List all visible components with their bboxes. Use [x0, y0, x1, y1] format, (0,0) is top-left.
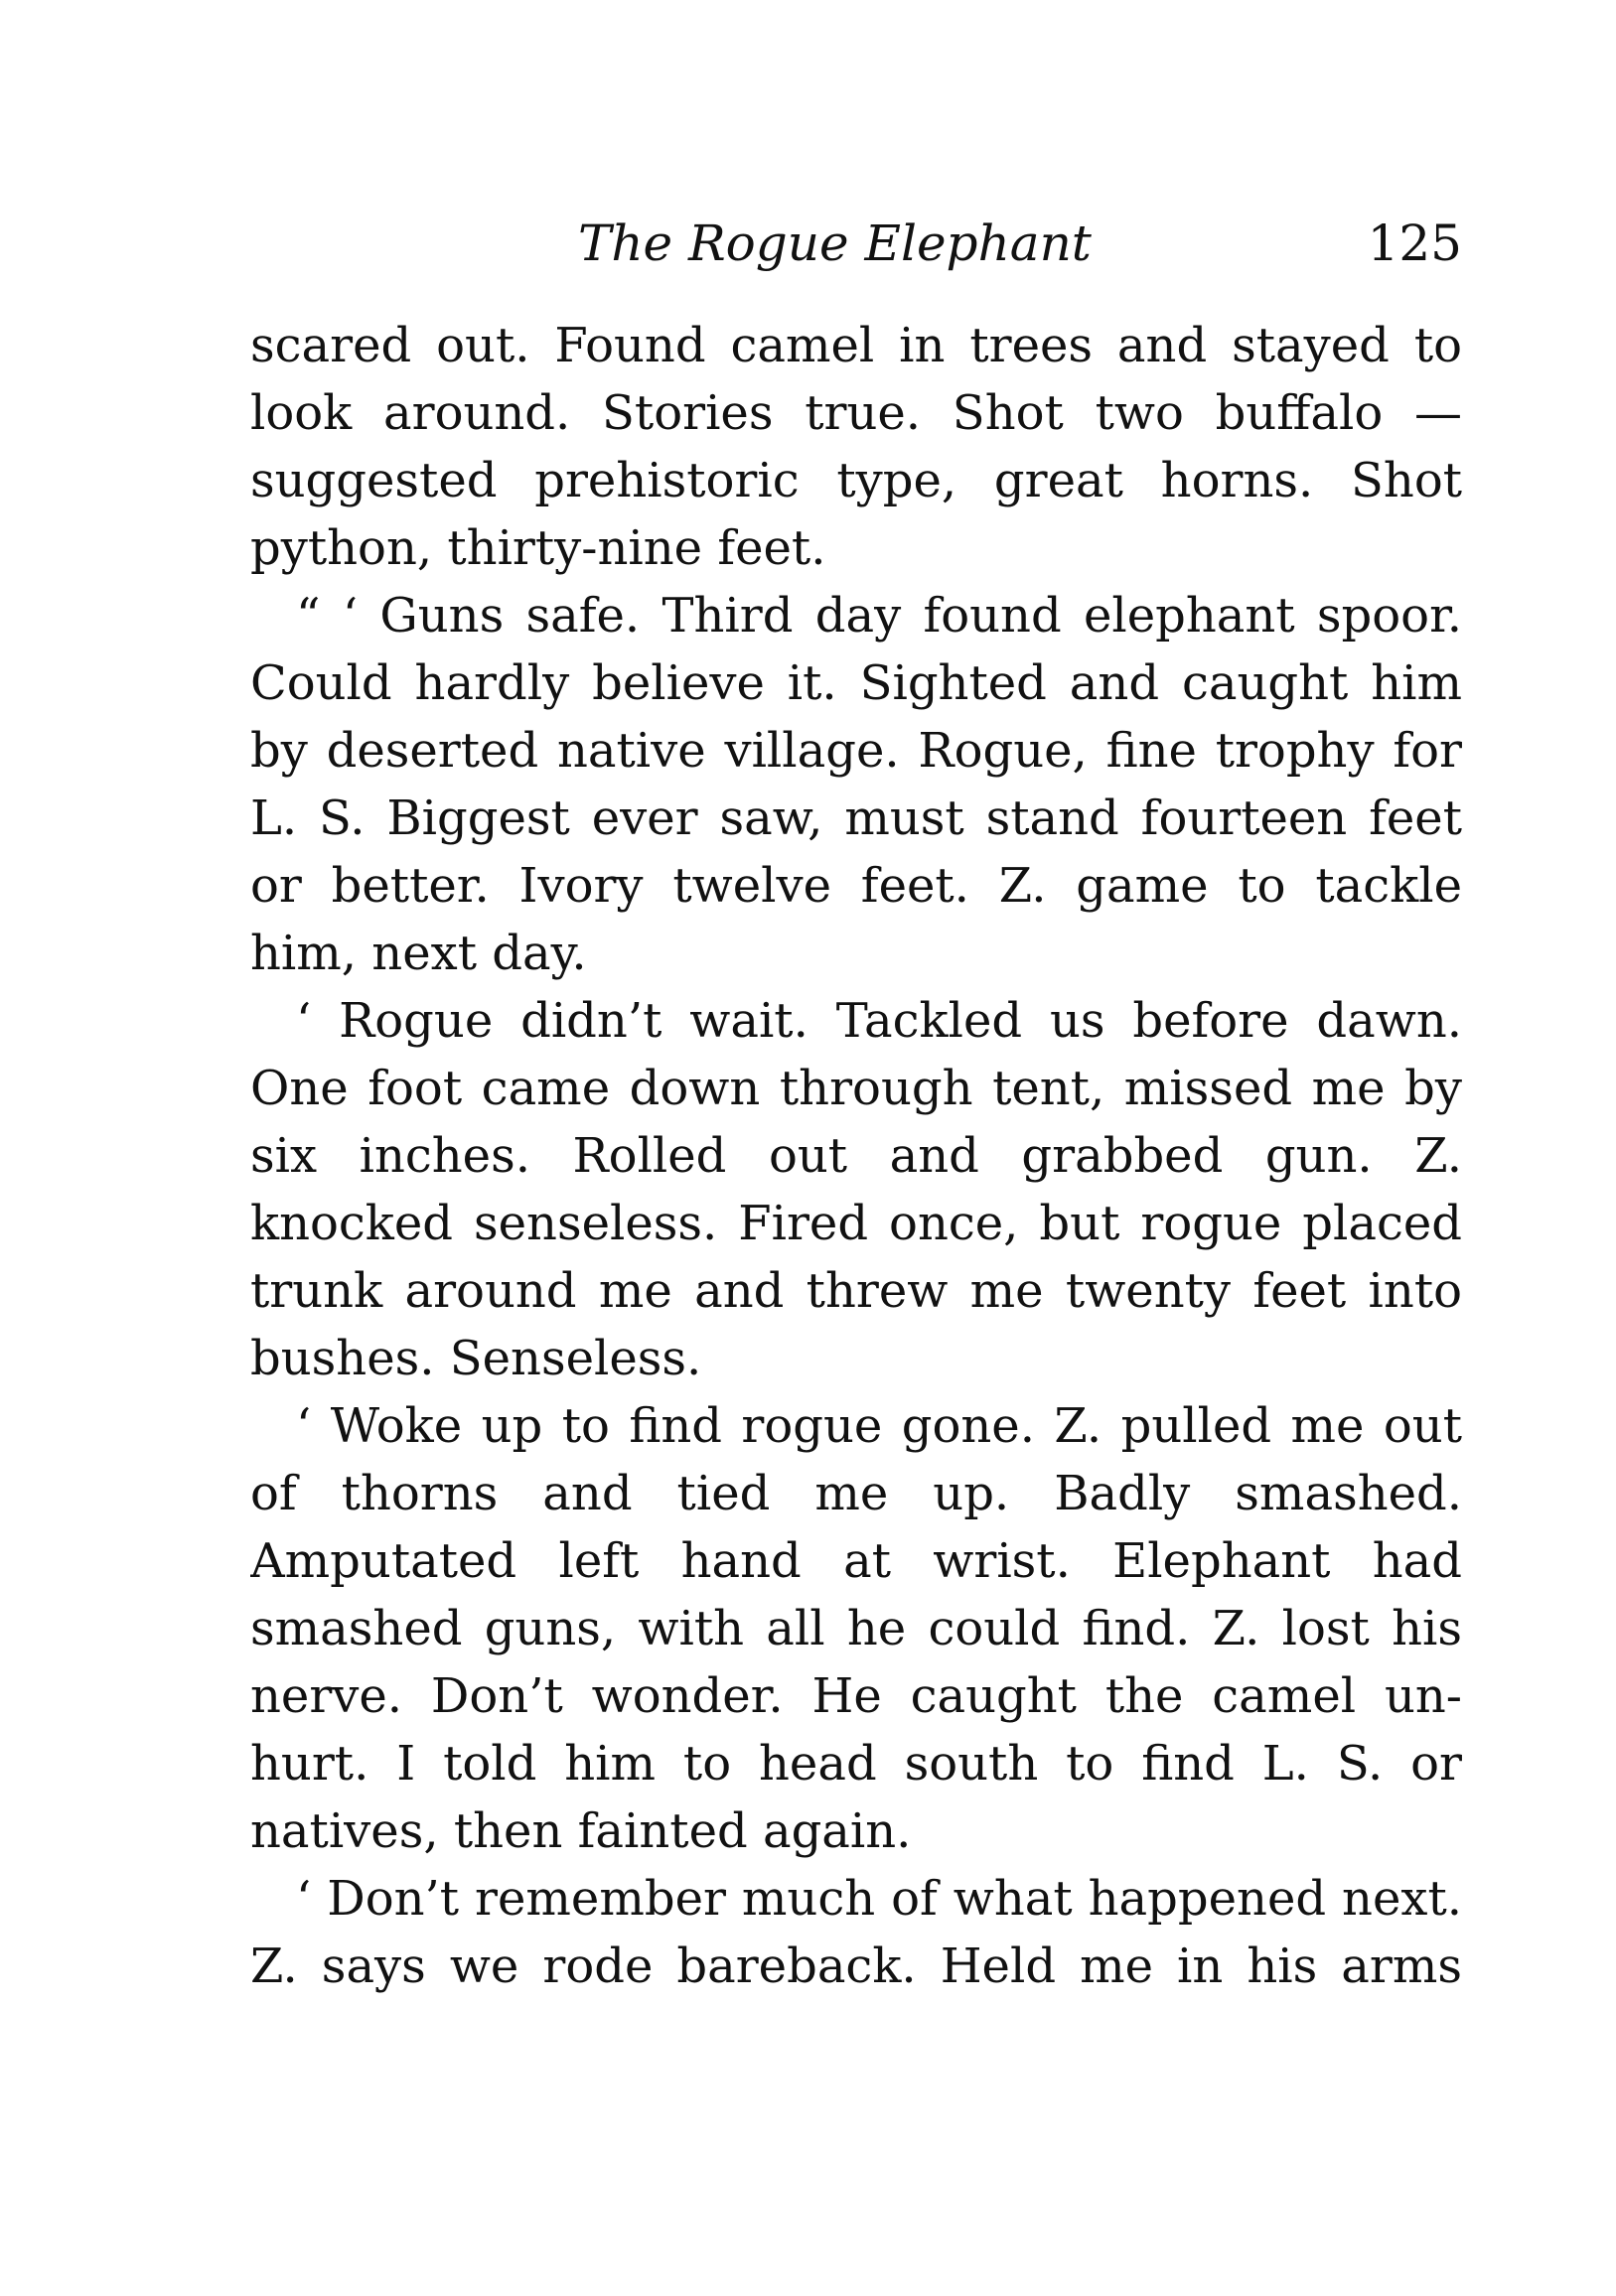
text-line: smashed guns, with all he could find. Z. lost his: [250, 1601, 1462, 1656]
text-line: ‘ Rogue didn’t wait. Tackled us before dawn.: [296, 993, 1462, 1049]
text-line: Could hardly believe it. Sighted and caught him: [250, 655, 1462, 711]
text-line: bushes. Senseless.: [250, 1331, 702, 1386]
text-line: ‘ Woke up to find rogue gone. Z. pulled me out: [296, 1398, 1462, 1454]
text-line: hurt. I told him to head south to find L. S. or: [250, 1736, 1462, 1792]
text-line: One foot came down through tent, missed me by: [250, 1061, 1462, 1116]
text-line: trunk around me and threw me twenty feet into: [250, 1263, 1462, 1319]
running-head: [250, 209, 1462, 278]
text-line: look around. Stories true. Shot two buffalo —: [250, 385, 1462, 441]
text-line: nerve. Don’t wonder. He caught the camel un-: [250, 1668, 1462, 1724]
text-line: Amputated left hand at wrist. Elephant had: [250, 1533, 1462, 1589]
text-line: knocked senseless. Fired once, but rogue placed: [250, 1196, 1462, 1251]
text-line: scared out. Found camel in trees and stayed to: [250, 318, 1462, 373]
text-line: six inches. Rolled out and grabbed gun. Z.: [250, 1128, 1462, 1184]
text-line: of thorns and tied me up. Badly smashed.: [250, 1466, 1462, 1521]
body-text: [250, 312, 1462, 2000]
text-line: or better. Ivory twelve feet. Z. game to tackle: [250, 858, 1462, 914]
page-number: 125: [1367, 215, 1462, 272]
text-line: natives, then fainted again.: [250, 1803, 912, 1859]
text-line: “ ‘ Guns safe. Third day found elephant spoor.: [296, 588, 1462, 644]
text-line: ‘ Don’t remember much of what happened next.: [296, 1871, 1462, 1927]
running-title: The Rogue Elephant: [578, 215, 1092, 272]
text-line: him, next day.: [250, 926, 587, 981]
text-line: L. S. Biggest ever saw, must stand fourteen feet: [250, 790, 1462, 846]
text-line: python, thirty-nine feet.: [250, 520, 826, 576]
text-line: Z. says we rode bareback. Held me in his arms: [250, 1938, 1462, 1994]
text-line: by deserted native village. Rogue, fine trophy for: [250, 723, 1462, 779]
text-line: suggested prehistoric type, great horns. Shot: [250, 453, 1462, 508]
